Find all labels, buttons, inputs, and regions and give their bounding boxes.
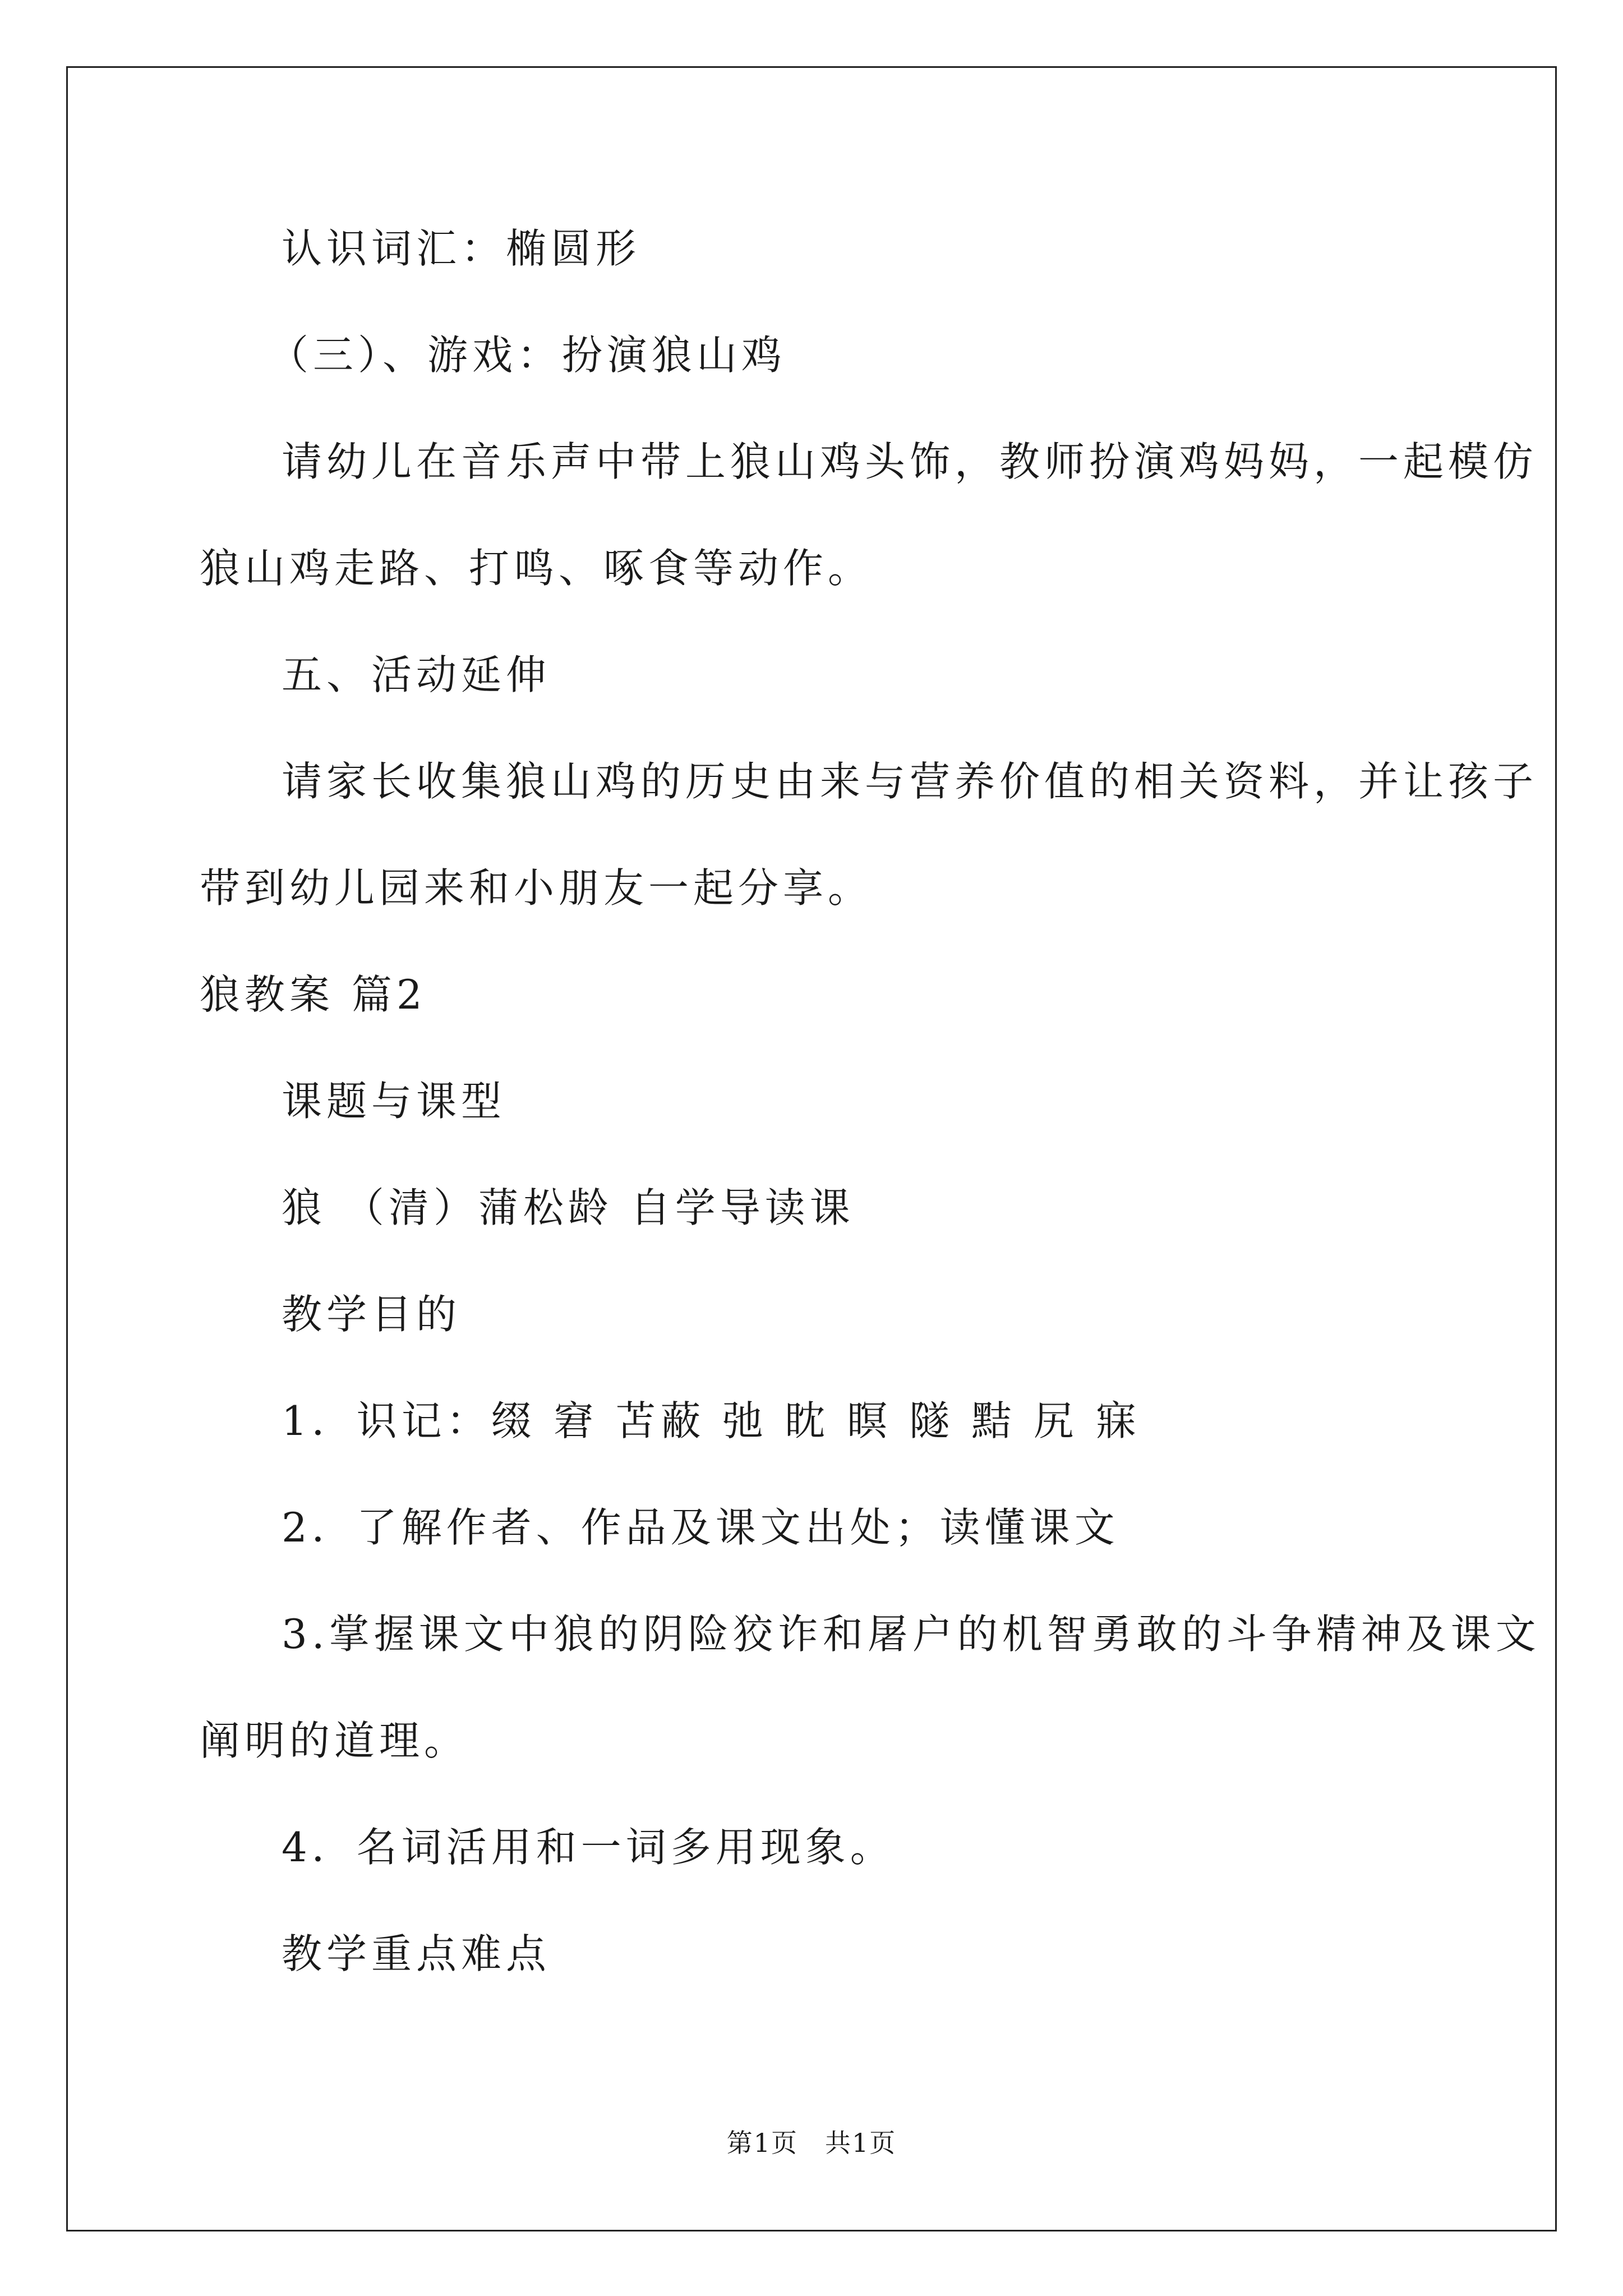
section-heading: （三）、游戏：扮演狼山鸡 [268, 332, 787, 379]
paragraph-continuation: 阐明的道理。 [200, 1717, 469, 1764]
paragraph: 请幼儿在音乐声中带上狼山鸡头饰，教师扮演鸡妈妈，一起模仿 [282, 438, 1538, 485]
chapter-title: 狼教案 篇2 [200, 971, 427, 1018]
section-heading: 教学重点难点 [282, 1930, 551, 1977]
list-item: 3.掌握课文中狼的阴险狡诈和屠户的机智勇敢的斗争精神及课文 [282, 1611, 1541, 1658]
section-heading: 五、活动延伸 [282, 651, 551, 698]
paragraph: 狼 （清）蒲松龄 自学导读课 [282, 1184, 855, 1231]
paragraph: 认识词汇：椭圆形 [282, 225, 641, 272]
list-item: 2．了解作者、作品及课文出处；读懂课文 [282, 1504, 1119, 1551]
section-heading: 课题与课型 [282, 1078, 506, 1125]
paragraph-continuation: 带到幼儿园来和小朋友一起分享。 [200, 864, 873, 912]
section-heading: 教学目的 [282, 1291, 462, 1338]
list-item: 4．名词活用和一词多用现象。 [282, 1824, 895, 1871]
paragraph-continuation: 狼山鸡走路、打鸣、啄食等动作。 [200, 545, 873, 592]
paragraph: 请家长收集狼山鸡的历史由来与营养价值的相关资料，并让孩子 [282, 758, 1538, 805]
page-number-footer: 第1页 共1页 [726, 2128, 897, 2158]
list-item: 1．识记：缀 窘 苫蔽 弛 眈 瞑 隧 黠 尻 寐 [282, 1397, 1141, 1444]
